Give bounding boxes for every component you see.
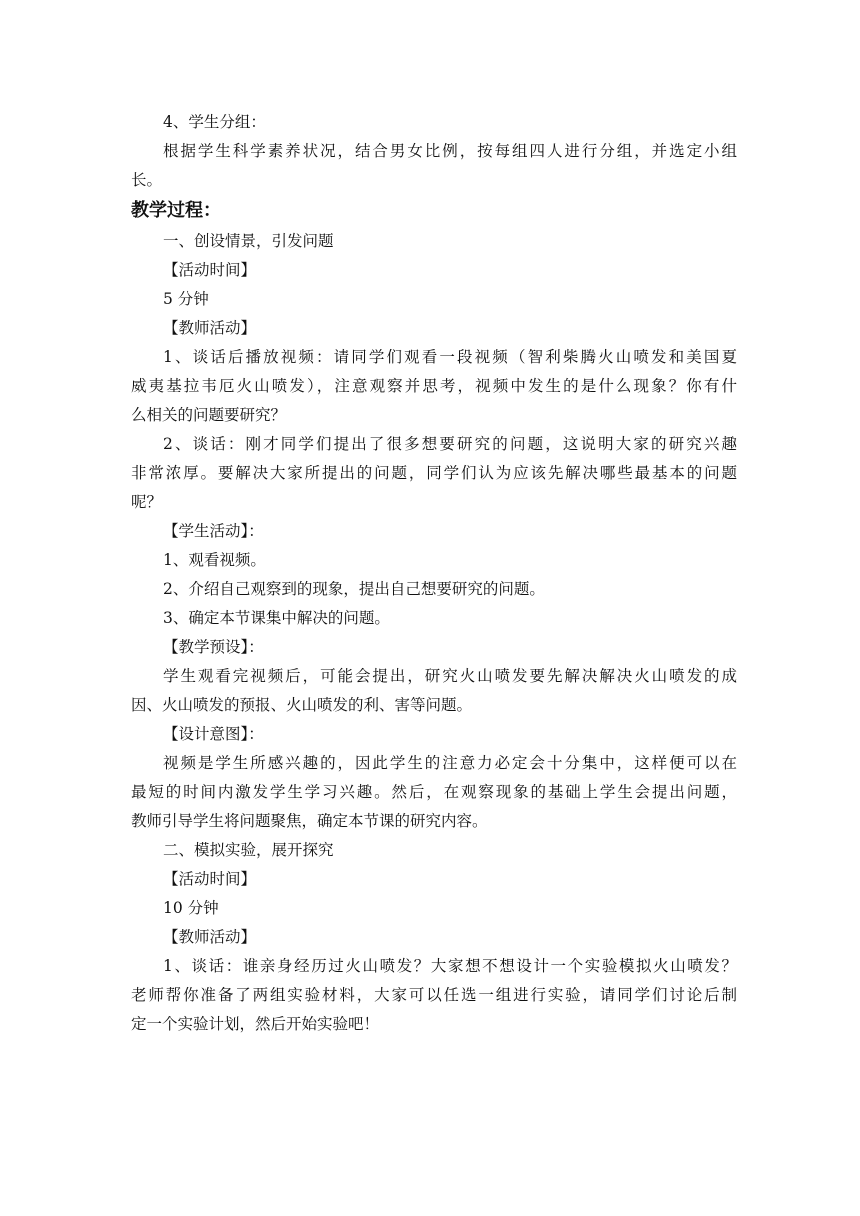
- text-line: 因、火山喷发的预报、火山喷发的利、害等问题。: [131, 696, 473, 714]
- text-line: 最短的时间内激发学生学习兴趣。然后，在观察现象的基础上学生会提出问题，: [131, 783, 737, 801]
- text-line: 1、谈话：谁亲身经历过火山喷发？大家想不想设计一个实验模拟火山喷发？: [163, 957, 737, 975]
- text-line: 2、谈话：刚才同学们提出了很多想要研究的问题，这说明大家的研究兴趣: [163, 435, 737, 453]
- text-line: 3、确定本节课集中解决的问题。: [163, 609, 390, 627]
- text-line: 非常浓厚。要解决大家所提出的问题，同学们认为应该先解决哪些最基本的问题: [131, 464, 737, 482]
- text-line: 根据学生科学素养状况，结合男女比例，按每组四人进行分组，并选定小组: [163, 142, 737, 160]
- text-line: 2、介绍自己观察到的现象，提出自己想要研究的问题。: [163, 580, 545, 598]
- document-body: [131, 108, 737, 1039]
- text-line: 么相关的问题要研究？: [131, 406, 287, 424]
- text-line: 【活动时间】: [163, 261, 257, 279]
- text-line: 4、学生分组：: [163, 113, 266, 131]
- text-line: 定一个实验计划，然后开始实验吧！: [131, 1015, 380, 1033]
- section-heading: 教学过程：: [131, 200, 221, 221]
- text-line: 【教学预设】：: [163, 638, 264, 656]
- text-line: 威夷基拉韦厄火山喷发），注意观察并思考，视频中发生的是什么现象？你有什: [131, 377, 737, 395]
- text-line: 1、谈话后播放视频：请同学们观看一段视频（智利柴腾火山喷发和美国夏: [163, 348, 737, 366]
- text-line: 【设计意图】：: [163, 725, 264, 743]
- text-line: 1、观看视频。: [163, 551, 266, 569]
- text-line: 【活动时间】: [163, 870, 257, 888]
- text-line: 一、创设情景，引发问题: [163, 232, 334, 250]
- text-line: 10 分钟: [163, 899, 219, 917]
- text-line: 学生观看完视频后，可能会提出，研究火山喷发要先解决解决火山喷发的成: [163, 667, 737, 685]
- text-line: 呢？: [131, 493, 163, 511]
- text-line: 【学生活动】：: [163, 522, 264, 540]
- text-line: 【教师活动】: [163, 319, 257, 337]
- text-line: 二、模拟实验，展开探究: [163, 841, 334, 859]
- text-line: 老师帮你准备了两组实验材料，大家可以任选一组进行实验，请同学们讨论后制: [131, 986, 737, 1004]
- text-line: 长。: [131, 171, 163, 189]
- text-line: 【教师活动】: [163, 928, 257, 946]
- text-line: 教师引导学生将问题聚焦，确定本节课的研究内容。: [131, 812, 488, 830]
- text-line: 5 分钟: [163, 290, 209, 308]
- text-line: 视频是学生所感兴趣的，因此学生的注意力必定会十分集中，这样便可以在: [163, 754, 737, 772]
